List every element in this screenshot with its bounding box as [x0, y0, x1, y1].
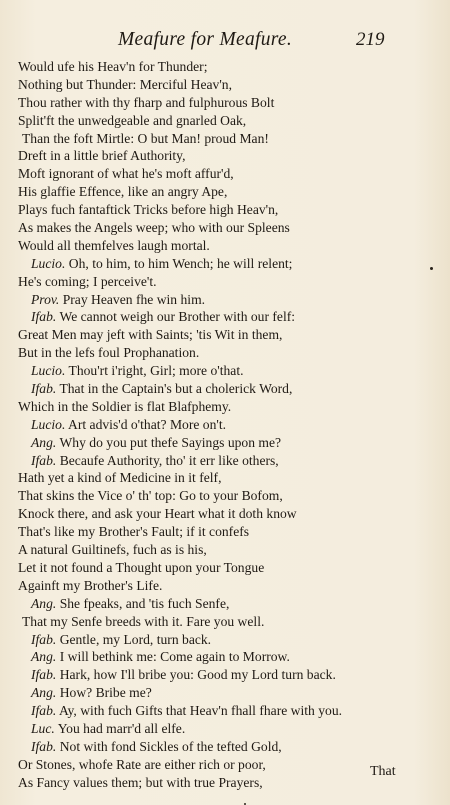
play-text [0, 58, 450, 792]
line-text: Or Stones, whofe Rate are either rich or poor, [18, 756, 266, 772]
speaker-name: Luc. [31, 720, 55, 736]
line-text: Pray Heaven fhe win him. [62, 291, 206, 307]
line-text: Than the foft Mirtle: O but Man! proud Man! [22, 130, 269, 146]
text-line [0, 613, 450, 631]
text-line [0, 183, 450, 201]
text-line [0, 416, 450, 434]
speaker-name: Lucio. [31, 363, 66, 379]
line-text: Hark, how I'll bribe you: Good my Lord turn back. [59, 667, 336, 683]
text-line [0, 344, 450, 362]
text-line [0, 237, 450, 255]
line-text: That my Senfe breeds with it. Fare you well. [22, 613, 265, 629]
speaker-name: Prov. [31, 291, 60, 307]
speaker-name: Ifab. [31, 452, 57, 468]
text-line [0, 58, 450, 76]
text-line [0, 631, 450, 649]
page-header [0, 29, 450, 53]
line-text: Hath yet a kind of Medicine in it felf, [18, 470, 222, 486]
line-text: Would all themfelves laugh mortal. [18, 237, 210, 253]
line-text: His glaffie Effence, like an angry Ape, [18, 184, 228, 200]
line-text: She fpeaks, and 'tis fuch Senfe, [59, 595, 230, 611]
speaker-name: Ang. [31, 434, 57, 450]
text-line [0, 130, 450, 148]
line-text: Gentle, my Lord, turn back. [59, 631, 212, 647]
line-text: We cannot weigh our Brother with our felf: [59, 309, 296, 325]
line-text: Oh, to him, to him Wench; he will relent; [68, 255, 293, 271]
line-text: Againft my Brother's Life. [18, 577, 163, 593]
line-text: Art advis'd o'that? More on't. [68, 416, 227, 432]
text-line [0, 452, 450, 470]
text-line [0, 738, 450, 756]
speaker-name: Ifab. [31, 703, 57, 719]
line-text: Thou rather with thy fharp and fulphurous Bolt [18, 94, 275, 110]
text-line [0, 398, 450, 416]
text-line [0, 326, 450, 344]
speaker-name: Ang. [31, 685, 57, 701]
text-line [0, 291, 450, 309]
line-text: Why do you put thefe Sayings upon me? [59, 434, 282, 450]
text-line [0, 559, 450, 577]
text-line [0, 577, 450, 595]
line-text: He's coming; I perceive't. [18, 273, 157, 289]
text-line [0, 94, 450, 112]
line-text: Split'ft the unwedgeable and gnarled Oak, [18, 112, 247, 128]
line-text: You had marr'd all elfe. [57, 720, 186, 736]
line-text: That in the Captain's but a cholerick Word, [59, 381, 293, 397]
line-text: Great Men may jeft with Saints; 'tis Wit in them, [18, 327, 283, 343]
text-line [0, 487, 450, 505]
page-number: 219 [356, 29, 385, 50]
running-title: Meafure for Meafure. [118, 29, 293, 50]
text-line [0, 434, 450, 452]
ink-speck [430, 267, 433, 270]
speaker-name: Lucio. [31, 416, 66, 432]
line-text: Not with fond Sickles of the tefted Gold, [59, 738, 282, 754]
text-line [0, 523, 450, 541]
line-text: As Fancy values them; but with true Prayers, [18, 774, 263, 790]
text-line [0, 505, 450, 523]
text-line [0, 469, 450, 487]
line-text: I will bethink me: Come again to Morrow. [59, 649, 290, 665]
text-line [0, 362, 450, 380]
line-text: Nothing but Thunder: Merciful Heav'n, [18, 76, 232, 92]
text-line [0, 219, 450, 237]
text-line [0, 165, 450, 183]
text-line [0, 201, 450, 219]
speaker-name: Ifab. [31, 381, 57, 397]
text-line [0, 308, 450, 326]
speaker-name: Ang. [31, 595, 57, 611]
line-text: As makes the Angels weep; who with our Spleens [18, 220, 290, 236]
line-text: Plays fuch fantaftick Tricks before high Heav'n, [18, 202, 279, 218]
line-text: Let it not found a Thought upon your Tongue [18, 559, 265, 575]
line-text: Which in the Soldier is flat Blafphemy. [18, 398, 232, 414]
speaker-name: Ang. [31, 649, 57, 665]
text-line [0, 595, 450, 613]
line-text: But in the lefs foul Prophanation. [18, 345, 200, 361]
text-line [0, 147, 450, 165]
text-line [0, 648, 450, 666]
catchword: That [370, 764, 396, 779]
line-text: Moft ignorant of what he's moft affur'd, [18, 166, 234, 182]
speaker-name: Ifab. [31, 631, 57, 647]
line-text: How? Bribe me? [59, 685, 152, 701]
speaker-name: Ifab. [31, 667, 57, 683]
line-text: That skins the Vice o' th' top: Go to your Bofom, [18, 488, 283, 504]
speaker-name: Ifab. [31, 738, 57, 754]
text-line [0, 112, 450, 130]
line-text: Knock there, and ask your Heart what it doth know [18, 506, 297, 522]
text-line [0, 720, 450, 738]
line-text: Becaufe Authority, tho' it err like others, [59, 452, 279, 468]
text-line [0, 684, 450, 702]
text-line [0, 273, 450, 291]
text-line [0, 255, 450, 273]
line-text: Would ufe his Heav'n for Thunder; [18, 59, 208, 74]
line-text: Ay, with fuch Gifts that Heav'n fhall fhare with you. [58, 703, 343, 719]
text-line [0, 702, 450, 720]
speaker-name: Lucio. [31, 255, 66, 271]
line-text: Dreft in a little brief Authority, [18, 148, 186, 164]
text-line [0, 76, 450, 94]
line-text: A natural Guiltinefs, fuch as is his, [18, 542, 207, 558]
line-text: Thou'rt i'right, Girl; more o'that. [68, 363, 244, 379]
line-text: That's like my Brother's Fault; if it confefs [18, 524, 250, 540]
text-line [0, 380, 450, 398]
text-line [0, 541, 450, 559]
speaker-name: Ifab. [31, 309, 57, 325]
text-line [0, 666, 450, 684]
